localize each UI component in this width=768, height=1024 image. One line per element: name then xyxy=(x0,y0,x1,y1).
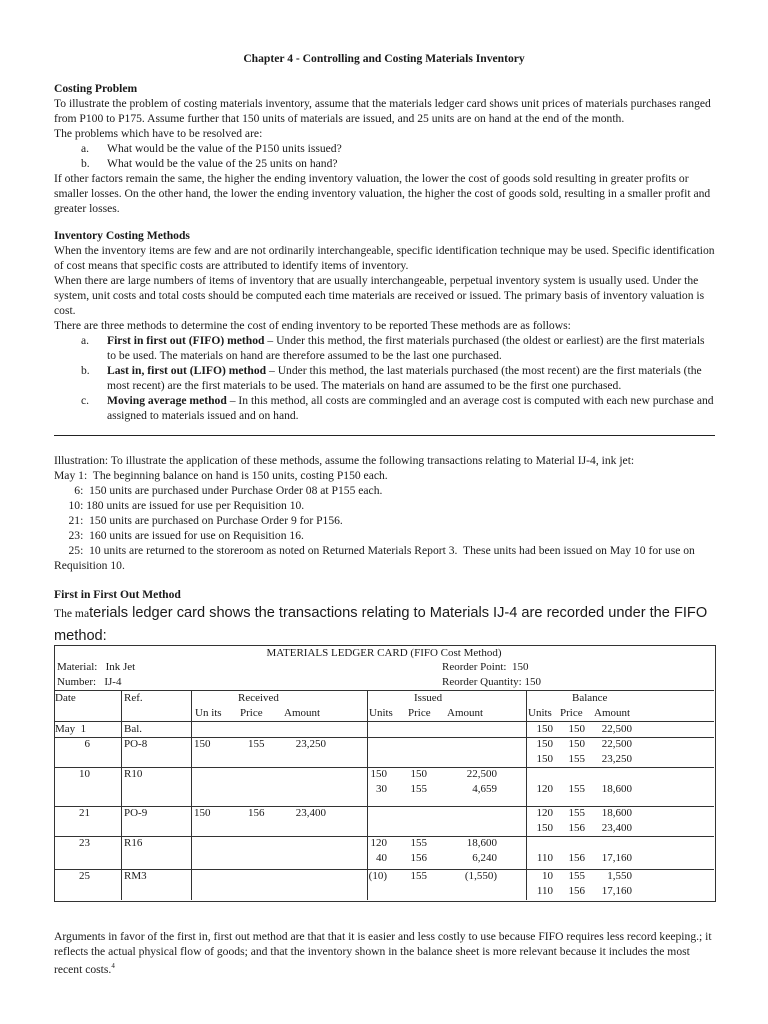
arguments-paragraph xyxy=(54,929,716,977)
transaction-may-23: 23: 160 units are issued for use on Requisition 16. xyxy=(54,529,304,542)
issued-price: 150 xyxy=(410,768,427,780)
row-ref: PO-8 xyxy=(124,738,148,750)
balance-amount: 18,600 xyxy=(601,783,632,795)
method-fifo-term: First in first out (FIFO) method xyxy=(107,334,265,347)
balance-amount: 17,160 xyxy=(601,852,632,864)
balance-amount: 23,400 xyxy=(601,822,632,834)
header-date: Date xyxy=(55,692,76,704)
balance-units: 150 xyxy=(536,738,553,750)
chapter-title: Chapter 4 - Controlling and Costing Materials Inventory xyxy=(243,52,525,65)
fifo-section xyxy=(54,587,716,647)
ledger-number: Number: IJ-4 xyxy=(57,676,122,688)
row-date: 6 xyxy=(84,738,90,750)
header-received-amount: Amount xyxy=(284,707,321,719)
ledger-caption: MATERIALS LEDGER CARD (FIFO Cost Method) xyxy=(266,647,502,659)
header-balance-price: Price xyxy=(560,707,583,719)
illustration-section xyxy=(54,453,716,573)
received-amount: 23,250 xyxy=(295,738,326,750)
question-b-text: What would be the value of the 25 units on hand? xyxy=(107,157,338,170)
issued-price: 155 xyxy=(410,870,427,882)
issued-price: 155 xyxy=(410,783,427,795)
received-amount: 23,400 xyxy=(295,807,326,819)
method-lifo xyxy=(54,363,716,393)
header-received: Received xyxy=(238,692,279,704)
issued-units: 30 xyxy=(376,783,387,795)
row-ref: R16 xyxy=(124,837,143,849)
fifo-lead-start: The ma xyxy=(54,607,90,620)
header-issued-units: Units xyxy=(369,707,393,719)
row-date: 25 xyxy=(79,870,90,882)
ledger-reorder-quantity: Reorder Quantity: 150 xyxy=(442,676,541,688)
row-ref: Bal. xyxy=(124,723,143,735)
balance-amount: 1,550 xyxy=(607,870,632,882)
balance-units: 120 xyxy=(536,807,553,819)
costing-problem-p2: The problems which have to be resolved are: xyxy=(54,127,263,140)
issued-units: 120 xyxy=(370,837,387,849)
received-units: 150 xyxy=(194,807,211,819)
costing-problem-p3: If other factors remain the same, the higher the ending inventory valuation, the lower the cost of goods sold resulting in greater profits or smaller losses. On the other hand, the lower the ending inventory valuation, the higher the cost of goods sold, resulting in a smaller profit and greater losses. xyxy=(54,172,711,215)
section-divider xyxy=(54,435,715,436)
issued-amount: 6,240 xyxy=(472,852,497,864)
issued-price: 156 xyxy=(410,852,427,864)
footnote-marker: 4 xyxy=(111,962,115,970)
balance-amount: 18,600 xyxy=(601,807,632,819)
balance-amount: 17,160 xyxy=(601,885,632,897)
fifo-heading: First in First Out Method xyxy=(54,588,181,601)
method-lifo-marker: b. xyxy=(81,364,90,377)
balance-amount: 23,250 xyxy=(601,753,632,765)
method-average-term: Moving average method xyxy=(107,394,227,407)
ledger-reorder-point: Reorder Point: 150 xyxy=(442,661,529,673)
balance-price: 156 xyxy=(568,822,585,834)
balance-price: 155 xyxy=(568,870,585,882)
issued-units: (10) xyxy=(368,870,387,882)
row-date: 10 xyxy=(79,768,90,780)
issued-amount: 4,659 xyxy=(472,783,497,795)
methods-p2: When there are large numbers of items of inventory that are usually interchangeable, perpetual inventory system is usually used. Under the system, unit costs and total costs should be computed each time materials are received or issued. The primary basis of inventory valuation is cost. xyxy=(54,274,705,317)
question-a-text: What would be the value of the P150 units issued? xyxy=(107,142,342,155)
row-date: 21 xyxy=(79,807,90,819)
methods-p3: There are three methods to determine the cost of ending inventory to be reported These methods are as follows: xyxy=(54,319,571,332)
fifo-lead-rest: terials ledger card shows the transactions relating to Materials IJ-4 are recorded under the FIFO method: xyxy=(54,605,708,644)
balance-price: 150 xyxy=(568,738,585,750)
balance-units: 150 xyxy=(536,822,553,834)
transaction-may-10: 10: 180 units are issued for use per Requisition 10. xyxy=(54,499,305,512)
balance-units: 10 xyxy=(542,870,553,882)
balance-price: 155 xyxy=(568,807,585,819)
balance-price: 156 xyxy=(568,885,585,897)
row-ref: PO-9 xyxy=(124,807,148,819)
transaction-may-6: 6: 150 units are purchased under Purchase Order 08 at P155 each. xyxy=(54,484,383,497)
header-received-price: Price xyxy=(240,707,263,719)
issued-units: 150 xyxy=(370,768,387,780)
costing-problem-section xyxy=(54,81,716,216)
issued-price: 155 xyxy=(410,837,427,849)
fifo-lead xyxy=(54,602,716,647)
received-units: 150 xyxy=(194,738,211,750)
balance-price: 156 xyxy=(568,852,585,864)
arguments-text: Arguments in favor of the first in, first out method are that that it is easier and less costly to use because FIFO requires less record keeping.; it reflects the actual physical flow of goods; and that the inventory shown in the balance sheet is more relevant because it includes the most recent costs. xyxy=(54,930,712,976)
row-date: 23 xyxy=(79,837,90,849)
issued-amount: (1,550) xyxy=(464,870,497,882)
question-b xyxy=(54,156,716,171)
balance-price: 150 xyxy=(568,723,585,735)
row-ref: RM3 xyxy=(124,870,147,882)
method-moving-average xyxy=(54,393,716,423)
balance-amount: 22,500 xyxy=(601,723,632,735)
issued-amount: 22,500 xyxy=(466,768,497,780)
header-balance: Balance xyxy=(572,692,608,704)
received-price: 155 xyxy=(248,738,265,750)
header-issued-amount: Amount xyxy=(447,707,484,719)
header-ref: Ref. xyxy=(124,692,143,704)
header-issued-price: Price xyxy=(408,707,431,719)
balance-units: 150 xyxy=(536,723,553,735)
question-a-marker: a. xyxy=(81,142,90,155)
balance-price: 155 xyxy=(568,753,585,765)
transaction-may-25: 25: 10 units are returned to the storeroom as noted on Returned Materials Report 3. These units had been issued on May 10 for use on Requisition 10. xyxy=(54,544,698,572)
balance-amount: 22,500 xyxy=(601,738,632,750)
header-received-units: Un its xyxy=(195,707,222,719)
issued-units: 40 xyxy=(376,852,387,864)
method-lifo-term: Last in, first out (LIFO) method xyxy=(107,364,267,377)
method-average-marker: c. xyxy=(81,394,90,407)
row-date: May 1 xyxy=(55,723,87,735)
header-balance-amount: Amount xyxy=(594,707,631,719)
received-price: 156 xyxy=(248,807,265,819)
method-lifo-text: – Under this method, the last materials purchased (the most recent) are the first materials (the most recent) are the first materials to be used. The materials on hand are assumed to be the first one purchased. xyxy=(107,364,702,392)
balance-units: 110 xyxy=(536,852,553,864)
method-fifo-marker: a. xyxy=(81,334,90,347)
methods-section xyxy=(54,228,716,423)
transaction-may-21: 21: 150 units are purchased on Purchase Order 9 for P156. xyxy=(54,514,343,527)
ledger-header-rule xyxy=(54,690,714,691)
costing-problem-heading: Costing Problem xyxy=(54,82,138,95)
balance-units: 120 xyxy=(536,783,553,795)
question-b-marker: b. xyxy=(81,157,90,170)
issued-amount: 18,600 xyxy=(466,837,497,849)
header-balance-units: Units xyxy=(528,707,552,719)
header-issued: Issued xyxy=(414,692,443,704)
balance-units: 150 xyxy=(536,753,553,765)
method-fifo-text: – Under this method, the first materials purchased (the oldest or earliest) are the first materials to be used. The materials on hand are therefore assumed to be the last one purchased. xyxy=(107,334,705,362)
methods-heading: Inventory Costing Methods xyxy=(54,229,190,242)
illustration-intro: Illustration: To illustrate the application of these methods, assume the following transactions relating to Material IJ-4, ink jet: xyxy=(54,454,635,467)
balance-price: 155 xyxy=(568,783,585,795)
ledger-material: Material: Ink Jet xyxy=(57,661,136,673)
transaction-may-1: May 1: The beginning balance on hand is 150 units, costing P150 each. xyxy=(54,469,388,482)
costing-problem-p1: To illustrate the problem of costing materials inventory, assume that the materials ledger card shows unit prices of materials purchases ranged from P100 to P175. Assume further that 150 units of materials are issued, and 25 units are on hand at the end of the month. xyxy=(54,97,711,125)
question-a xyxy=(54,141,716,156)
method-fifo xyxy=(54,333,716,363)
row-ref: R10 xyxy=(124,768,143,780)
balance-units: 110 xyxy=(536,885,553,897)
methods-p1: When the inventory items are few and are not ordinarily interchangeable, specific identification technique may be used. Specific identification of cost means that specific costs are attributed to identify items of inventory. xyxy=(54,244,715,272)
method-average-text: – In this method, all costs are commingled and an average cost is computed with each new purchase and assigned to materials issued and on hand. xyxy=(107,394,714,422)
